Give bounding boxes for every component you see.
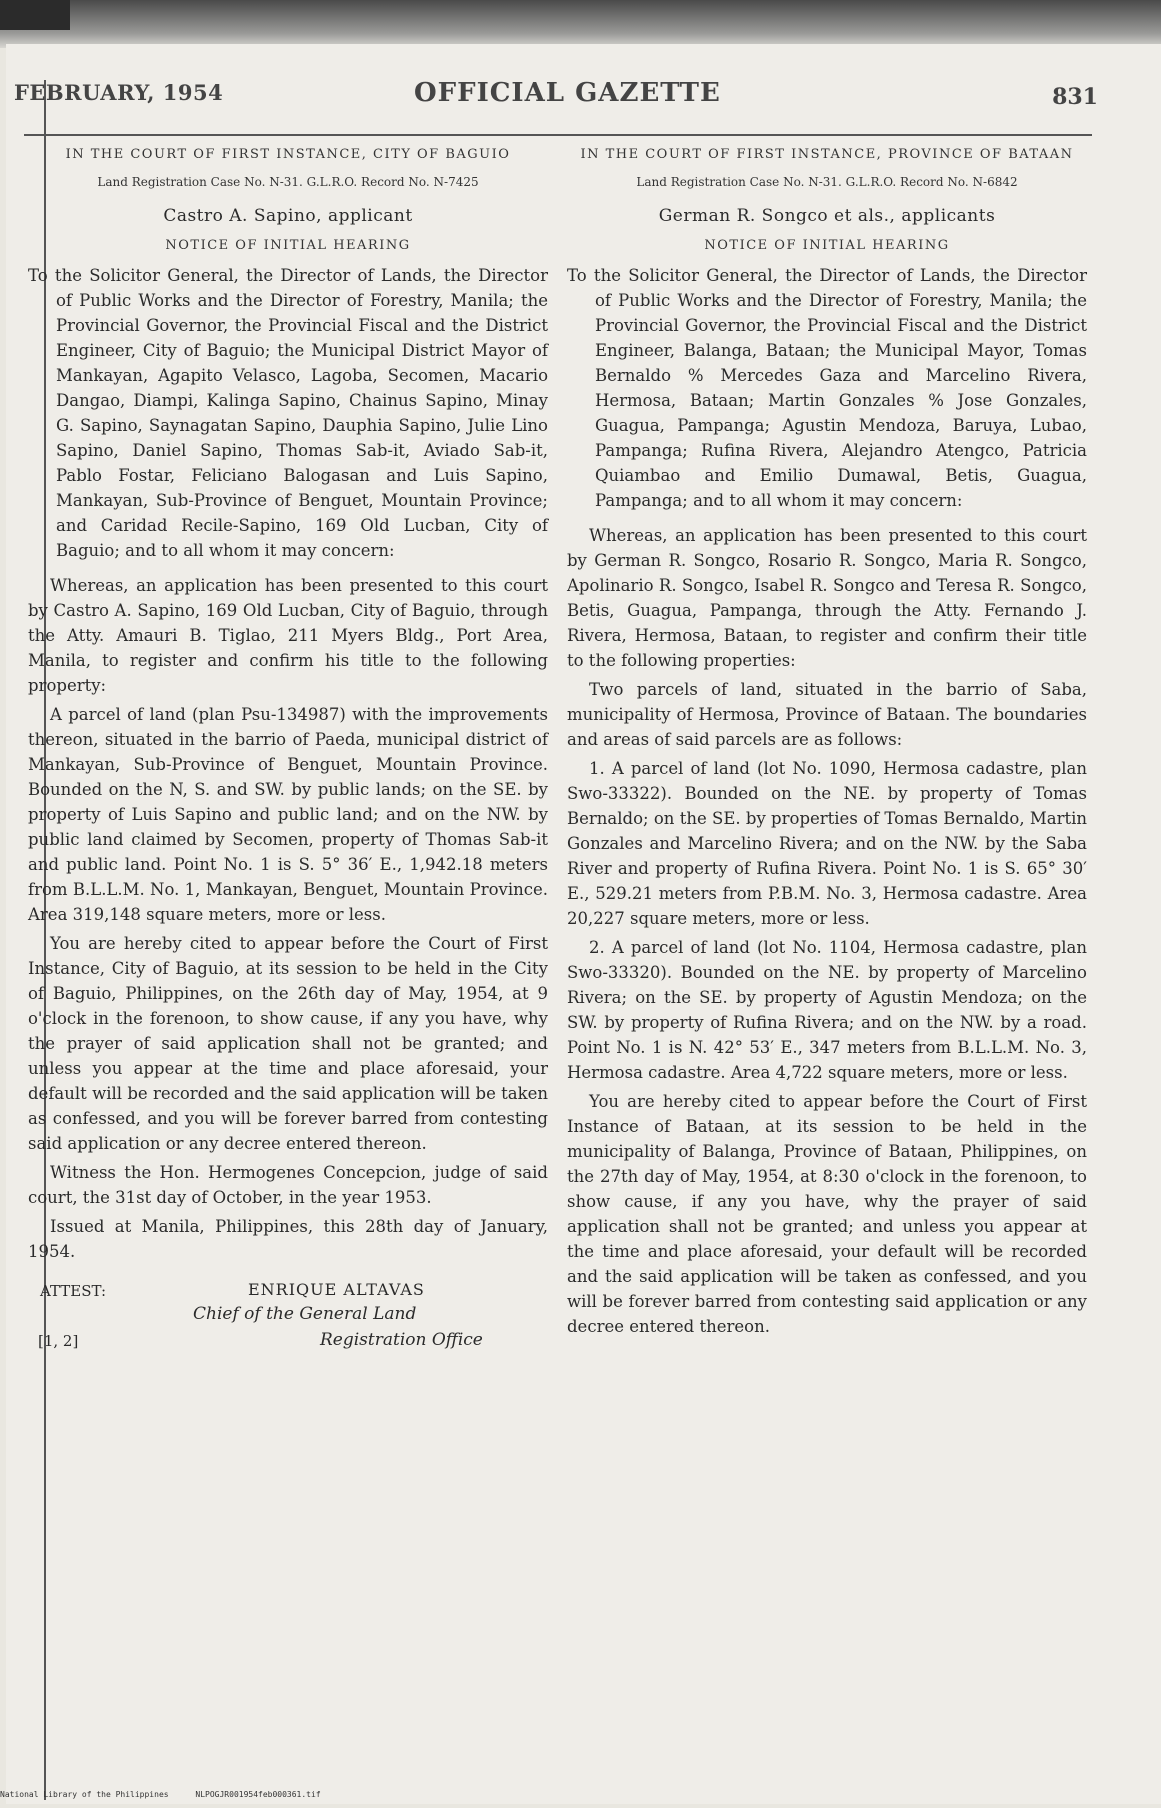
paragraph-witness: Witness the Hon. Hermogenes Concepcion, judge of said court, the 31st day of October, in the year 1953. [28,1163,548,1207]
paragraph-application: Whereas, an application has been presented to this court by German R. Songco, Rosario R. Songco, Maria R. Songco, Apolinario R. Songco, Isabel R. Songco and Teresa R. Songco, Betis, Guagua, Pampanga, through the Atty. Fernando J. Rivera, Hermosa, Bataan, to register and confirm their title to the following properties: [567,526,1087,670]
paragraph-citation: You are hereby cited to appear before the Court of First Instance, City of Baguio, at its session to be held in the City of Baguio, Philippines, on the 26th day of May, 1954, at 9 o'clock in the forenoon, to show cause, if any you have, why the prayer of said application shall not be granted; and unless you appear at the time and place aforesaid, your default will be recorded and the said application will be taken as confessed, and you will be forever barred from contesting said application or any decree entered thereon. [28,934,548,1153]
paragraph-property: A parcel of land (plan Psu-134987) with the improvements thereon, situated in the barrio of Paeda, municipal district of Mankayan, Sub-Province of Benguet, Mountain Province. Bounded on the N, S. and SW. by public lands; on the SE. by property of Luis Sapino and public land; and on the NW. by public land claimed by Secomen, property of Thomas Sab-it and public land. Point No. 1 is S. 5° 36′ E., 1,942.18 meters from B.L.L.M. No. 1, Mankayan, Benguet, Mountain Province. Area 319,148 square meters, more or less. [28,705,548,924]
file-name: NLPOGJR001954feb000361.tif [195,1790,321,1799]
signer-office-line1: Chief of the General Land [193,1304,417,1324]
signer-office-line2: Registration Office [320,1330,483,1350]
publication-title: OFFICIAL GAZETTE [414,78,721,108]
paragraph-parcels: Two parcels of land, situated in the barrio of Saba, municipality of Hermosa, Province of Bataan. The boundaries and areas of said parcels are as follows: [567,680,1087,749]
paragraph-citation: You are hereby cited to appear before the Court of First Instance of Bataan, at its session to be held in the municipality of Balanga, Province of Bataan, Philippines, on the 27th day of May, 1954, at 8:30 o'clock in the forenoon, to show cause, if any you have, why the prayer of said application shall not be granted; and unless you appear at the time and place aforesaid, your default will be recorded and the said application will be taken as confessed, and you will be forever barred from contesting said application or any decree entered thereon. [567,1092,1087,1336]
scan-corner-shadow [0,0,70,30]
right-column [567,146,1087,1339]
scan-footer [0,1790,343,1799]
paragraph-parcel-1: 1. A parcel of land (lot No. 1090, Hermosa cadastre, plan Swo-33322). Bounded on the NE. by property of Tomas Bernaldo; on the SE. by properties of Tomas Bernaldo, Martin Gonzales and Marcelino Rivera; and on the NW. by the Saba River and property of Rufina Rivera. Point No. 1 is S. 65° 30′ E., 529.21 meters from P.B.M. No. 3, Hermosa cadastre. Area 20,227 square meters, more or less. [567,759,1087,928]
header-rule [24,134,1092,136]
signer-name: ENRIQUE ALTAVAS [248,1280,425,1299]
case-reference: Land Registration Case No. N-31. G.L.R.O. Record No. N-7425 [97,175,479,189]
issue-date: FEBRUARY, 1954 [14,80,224,105]
attest-label: ATTEST: [40,1282,107,1300]
left-column [28,146,548,1364]
applicant-line: German R. Songco et als., applicants [658,206,996,226]
publication-ref: [1, 2] [38,1332,79,1350]
paragraph-application: Whereas, an application has been presented to this court by Castro A. Sapino, 169 Old Lucban, City of Baguio, through the Atty. Amauri B. Tiglao, 211 Myers Bldg., Port Area, Manila, to register and confirm his title to the following property: [28,576,548,695]
library-credit: National Library of the Philippines [0,1790,169,1799]
page-header [14,74,1098,134]
notice-heading: NOTICE OF INITIAL HEARING [704,238,950,253]
paragraph-parcel-2: 2. A parcel of land (lot No. 1104, Hermosa cadastre, plan Swo-33320). Bounded on the NE. by property of Marcelino Rivera; on the SE. by property of Agustin Mendoza; on the SW. by property of Rufina Rivera; and on the NW. by a road. Point No. 1 is N. 42° 53′ E., 347 meters from B.L.L.M. No. 3, Hermosa cadastre. Area 4,722 square meters, more or less. [567,938,1087,1082]
addressees: To the Solicitor General, the Director of Lands, the Director of Public Works and the Director of Forestry, Manila; the Provincial Governor, the Provincial Fiscal and the District Engineer, City of Baguio; the Municipal District Mayor of Mankayan, Agapito Velasco, Lagoba, Secomen, Macario Dangao, Diampi, Kalinga Sapino, Chainus Sapino, Minay G. Sapino, Saynagatan Sapino, Dauphia Sapino, Julie Lino Sapino, Daniel Sapino, Thomas Sab-it, Aviado Sab-it, Pablo Fostar, Feliciano Balogasan and Luis Sapino, Mankayan, Sub-Province of Benguet, Mountain Province; and Caridad Recile-Sapino, 169 Old Lucban, City of Baguio; and to all whom it may concern: [28,266,548,560]
court-heading: IN THE COURT OF FIRST INSTANCE, PROVINCE OF BATAAN [580,147,1074,162]
notice-heading: NOTICE OF INITIAL HEARING [165,238,411,253]
page-number: 831 [1052,84,1098,110]
scan-top-edge [0,0,1161,48]
paragraph-issued: Issued at Manila, Philippines, this 28th day of January, 1954. [28,1217,548,1261]
applicant-line: Castro A. Sapino, applicant [163,206,413,226]
signature-block [28,1274,548,1364]
addressees: To the Solicitor General, the Director of Lands, the Director of Public Works and the Director of Forestry, Manila; the Provincial Governor, the Provincial Fiscal and the District Engineer, Balanga, Bataan; the Municipal Mayor, Tomas Bernaldo % Mercedes Gaza and Marcelino Rivera, Hermosa, Bataan; Martin Gonzales % Jose Gonzales, Guagua, Pampanga; Agustin Mendoza, Baruya, Lubao, Pampanga; Rufina Rivera, Alejandro Atengco, Patricia Quiambao and Emilio Dumawal, Betis, Guagua, Pampanga; and to all whom it may concern: [567,266,1087,510]
case-reference: Land Registration Case No. N-31. G.L.R.O. Record No. N-6842 [636,175,1018,189]
court-heading: IN THE COURT OF FIRST INSTANCE, CITY OF BAGUIO [65,147,511,162]
